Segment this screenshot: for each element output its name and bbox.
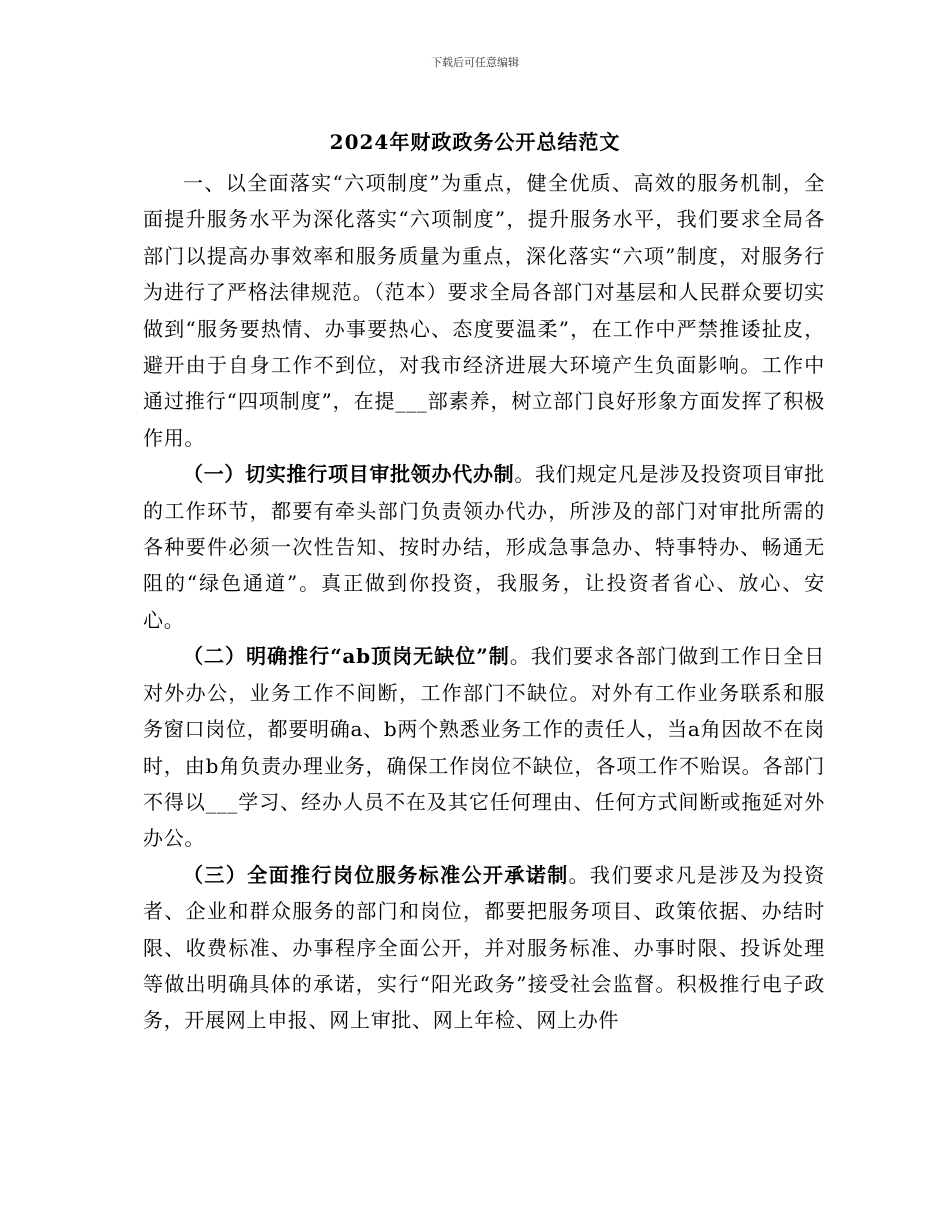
paragraph-lead: （一）切实推行项目审批领办代办制 xyxy=(183,462,515,487)
paragraph-text: 。我们要求凡是涉及为投资者、企业和群众服务的部门和岗位，都要把服务项目、政策依据、办结时限、收费标准、办事程序全面公开，并对服务标准、办事时限、投诉处理等做出明确具体的承诺，实行“阳光政务”接受社会监督。积极推行电子政务，开展网上申报、网上审批、网上年检、网上办件 xyxy=(143,862,825,1033)
paragraph-lead: （三）全面推行岗位服务标准公开承诺制 xyxy=(183,862,569,887)
paragraph-text: 一、以全面落实“六项制度”为重点，健全优质、高效的服务机制，全面提升服务水平为深化落实“六项制度”，提升服务水平，我们要求全局各部门以提高办事效率和服务质量为重点，深化落实“六项”制度，对服务行为进行了严格法律规范。（范本）要求全局各部门对基层和人民群众要切实做到“服务要热情、办事要热心、态度要温柔”，在工作中严禁推诿扯皮，避开由于自身工作不到位，对我市经济进展大环境产生负面影响。工作中通过推行“四项制度”，在提___部素养，树立部门良好形象方面发挥了积极作用。 xyxy=(143,171,825,450)
paragraph-section-2 xyxy=(143,638,825,856)
paragraph-intro xyxy=(143,165,825,456)
document-title: 2024年财政政务公开总结范文 xyxy=(329,130,621,154)
paragraph-text: 。我们要求各部门做到工作日全日对外办公，业务工作不间断，工作部门不缺位。对外有工作业务联系和服务窗口岗位，都要明确a、b两个熟悉业务工作的责任人，当a角因故不在岗时，由b角负责办理业务，确保工作岗位不缺位，各项工作不贻误。各部门不得以___学习、经办人员不在及其它任何理由、任何方式间断或拖延对外办公。 xyxy=(143,644,825,851)
paragraph-lead: （二）明确推行“ab顶岗无缺位”制 xyxy=(183,644,510,669)
paragraph-section-1 xyxy=(143,456,825,638)
paragraph-text: 。我们规定凡是涉及投资项目审批的工作环节，都要有牵头部门负责领办代办，所涉及的部门对审批所需的各种要件必须一次性告知、按时办结，形成急事急办、特事特办、畅通无阻的“绿色通道”。真正做到你投资，我服务，让投资者省心、放心、安心。 xyxy=(143,462,825,632)
document-body xyxy=(143,165,825,1039)
paragraph-section-3 xyxy=(143,857,825,1039)
header-note: 下载后可任意编辑 xyxy=(431,56,519,69)
